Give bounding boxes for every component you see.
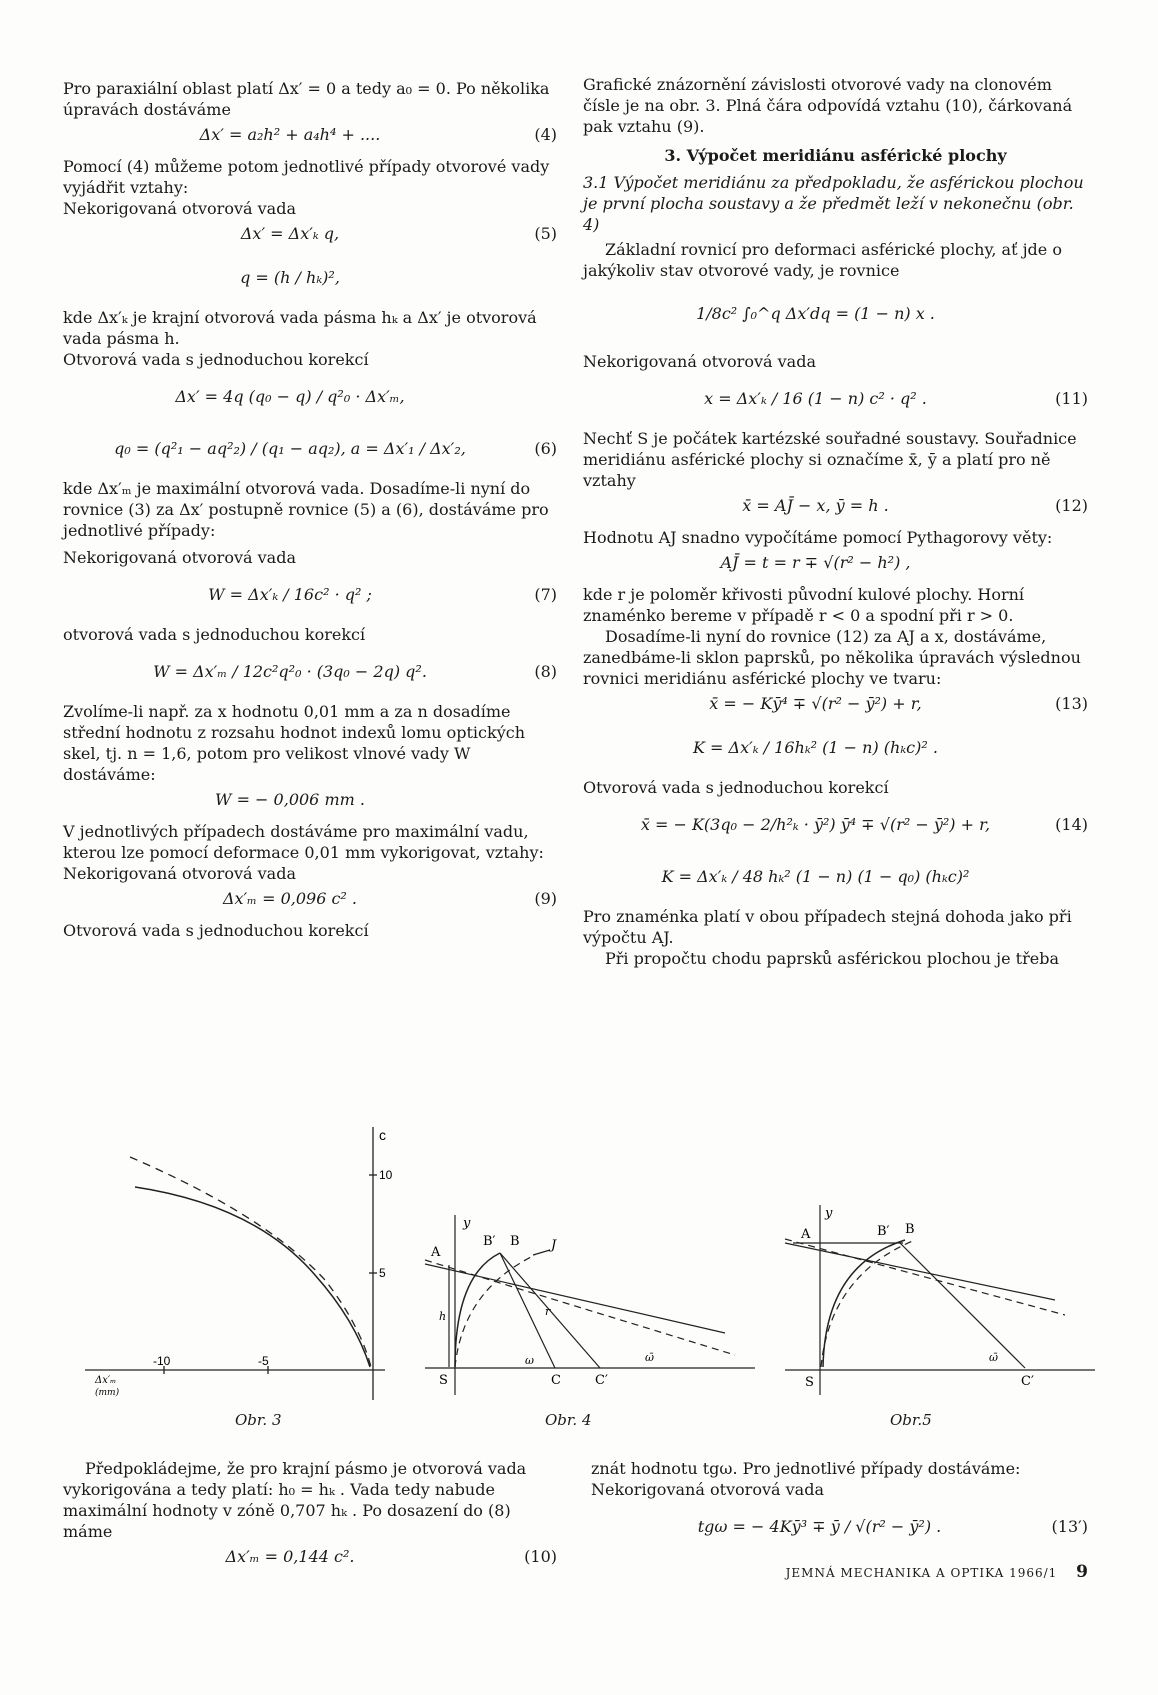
fig4-label-C: C [551, 1373, 561, 1388]
paragraph: znát hodnotu tgω. Pro jednotlivé případy dostáváme: [591, 1459, 1021, 1478]
fig5-label-B-prime: B′ [877, 1224, 890, 1239]
figure-3-caption: Obr. 3 [235, 1411, 282, 1429]
paragraph: Pro znaménka platí v obou případech stejná dohoda jako při výpočtu AJ. [583, 907, 1072, 947]
paragraph: Základní rovnicí pro deformaci asférické plochy, ať jde o jakýkoliv stav otvorové vady, je rovnice [583, 240, 1062, 280]
equation-5: Δx′ = Δx′ₖ q, (5) [240, 224, 557, 243]
paragraph: Zvolíme-li např. za x hodnotu 0,01 mm a za n dosadíme střední hodnotu z rozsahu hodnot indexů lomu optických skel, tj. n = 1,6, potom pro velikost vlnové vady W dostáváme: [63, 702, 525, 784]
page-footer [786, 1562, 1088, 1582]
equation-7: W = Δx′ₖ / 16c² · q² ; (7) [208, 585, 557, 604]
page-number: 9 [1076, 1562, 1088, 1582]
fig5-label-y: y [825, 1206, 833, 1221]
equation-13-prime: tgω = − 4Kȳ³ ∓ ȳ / √(r² − ȳ²) . (13′) [697, 1517, 1088, 1536]
paragraph: Nechť S je počátek kartézské souřadné soustavy. Souřadnice meridiánu asférické plochy si označíme x̄, ȳ a platí pro ně vztahy [583, 429, 1077, 490]
fig5-label-omega-bar: ω̄ [989, 1351, 998, 1364]
equation-W: W = − 0,006 mm . [215, 790, 365, 809]
fig4-label-r: r [545, 1305, 551, 1318]
subheading: Nekorigovaná otvorová vada [63, 548, 296, 567]
fig3-tick-minus-5: -5 [258, 1354, 269, 1368]
subheading: Nekorigovaná otvorová vada [591, 1480, 824, 1499]
paragraph: kde Δx′ₘ je maximální otvorová vada. Dosadíme-li nyní do rovnice (3) za Δx′ postupně rovnice (5) a (6), dostáváme pro jednotlivé případy: [63, 479, 549, 540]
subheading: Nekorigovaná otvorová vada [583, 352, 816, 371]
figure-3 [55, 1105, 393, 1405]
paragraph: Při propočtu chodu paprsků asférickou plochou je třeba [605, 949, 1060, 968]
equation-8: W = Δx′ₘ / 12c²q²₀ · (3q₀ − 2q) q². (8) [153, 662, 557, 681]
fig4-label-B-prime: B′ [483, 1234, 496, 1249]
figures-row [55, 1105, 1095, 1445]
equation-6b: q₀ = (q²₁ − aq²₂) / (q₁ − aq₂), a = Δx′₁ / Δx′₂, (6) [114, 439, 557, 458]
equation-14: x̄ = − K(3q₀ − 2/h²ₖ · ȳ²) ȳ⁴ ∓ √(r² − ȳ²) + r, (14) [640, 815, 1088, 834]
fig3-x-label: Δx′ₘ [95, 1375, 117, 1386]
bottom-left-text [63, 1458, 557, 1578]
fig4-label-h: h [439, 1310, 447, 1323]
fig4-label-omega: ω [525, 1354, 534, 1367]
subheading: otvorová vada s jednoduchou korekcí [63, 625, 366, 644]
paragraph: Pro paraxiální oblast platí Δx′ = 0 a tedy a₀ = 0. Po několika úpravách dostáváme [63, 79, 550, 119]
fig5-label-B: B [905, 1222, 915, 1237]
subheading: Otvorová vada s jednoduchou korekcí [63, 921, 369, 940]
equation-9: Δx′ₘ = 0,096 c² . (9) [222, 889, 557, 908]
equation-5b: q = (h / hₖ)², [240, 268, 340, 287]
paragraph: kde Δx′ₖ je krajní otvorová vada pásma hₖ a Δx′ je otvorová vada pásma h. [63, 308, 537, 348]
fig4-label-y: y [463, 1216, 471, 1231]
figure-4 [425, 1105, 755, 1405]
subsection-heading: 3.1 Výpočet meridiánu za předpokladu, že asférickou plochou je první plocha soustavy a že předmět leží v nekonečnu (obr. 4) [583, 173, 1084, 234]
fig3-tick-minus-10: -10 [153, 1354, 171, 1368]
fig4-label-S: S [439, 1373, 448, 1388]
bottom-right-text [591, 1458, 1088, 1556]
fig5-label-S: S [805, 1375, 814, 1390]
equation-14-K: K = Δx′ₖ / 48 hₖ² (1 − n) (1 − q₀) (hₖc)² [661, 867, 970, 886]
equation-12: x̄ = AJ̄ − x, ȳ = h . (12) [742, 496, 1088, 515]
paragraph: Pomocí (4) můžeme potom jednotlivé případy otvorové vady vyjádřit vztahy: [63, 157, 550, 197]
fig5-label-C-prime: C′ [1021, 1374, 1034, 1389]
section-heading: 3. Výpočet meridiánu asférické plochy [664, 146, 1007, 165]
fig4-label-A: A [431, 1245, 441, 1260]
fig4-label-C-prime: C′ [595, 1373, 608, 1388]
figure-5 [785, 1105, 1105, 1405]
paragraph: Dosadíme-li nyní do rovnice (12) za AJ a x, dostáváme, zanedbáme-li sklon paprsků, po několika úpravách výslednou rovnici meridiánu asférické plochy ve tvaru: [583, 627, 1081, 688]
paragraph: Grafické znázornění závislosti otvorové vady na clonovém čísle je na obr. 3. Plná čára odpovídá vztahu (10), čárkovaná pak vztahu (9). [583, 75, 1073, 136]
left-column [63, 78, 557, 941]
fig3-tick-5: 5 [379, 1266, 386, 1280]
fig3-axis-label-c: c [379, 1127, 386, 1143]
subheading: Nekorigovaná otvorová vada [63, 199, 296, 218]
journal-name: JEMNÁ MECHANIKA A OPTIKA 1966/1 [785, 1566, 1058, 1580]
fig4-label-omega-bar: ω̄ [645, 1351, 654, 1364]
right-column [583, 74, 1088, 969]
equation-11: x = Δx′ₖ / 16 (1 − n) c² · q² . (11) [704, 389, 1088, 408]
subheading: Otvorová vada s jednoduchou korekcí [583, 778, 889, 797]
fig3-x-unit: (mm) [95, 1388, 120, 1398]
figure-5-caption: Obr.5 [890, 1411, 932, 1429]
equation-AJ: AJ̄ = t = r ∓ √(r² − h²) , [720, 553, 911, 572]
equation-13: x̄ = − Kȳ⁴ ∓ √(r² − ȳ²) + r, (13) [709, 694, 1088, 713]
paragraph: Předpokládejme, že pro krajní pásmo je otvorová vada vykorigována a tedy platí: h₀ = hₖ . Vada tedy nabude maximální hodnoty v zóně 0,707 hₖ . Po dosazení do (8) máme [63, 1459, 527, 1541]
fig4-label-J: J [551, 1238, 557, 1253]
paragraph: kde r je poloměr křivosti původní kulové plochy. Horní znaménko bereme v případě r < 0 a spodní při r > 0. [583, 585, 1025, 625]
figure-4-caption: Obr. 4 [545, 1411, 592, 1429]
equation-4: Δx′ = a₂h² + a₄h⁴ + .... (4) [199, 125, 557, 144]
equation-integral: 1/8c² ∫₀^q Δx′dq = (1 − n) x . [696, 304, 935, 323]
fig4-label-B: B [510, 1234, 520, 1249]
subheading: Otvorová vada s jednoduchou korekcí [63, 350, 369, 369]
subheading: Nekorigovaná otvorová vada [63, 864, 296, 883]
equation-6a: Δx′ = 4q (q₀ − q) / q²₀ · Δx′ₘ, [175, 387, 405, 406]
paragraph: V jednotlivých případech dostáváme pro maximální vadu, kterou lze pomocí deformace 0,01 mm vykorigovat, vztahy: [63, 822, 544, 862]
fig5-label-A: A [801, 1227, 811, 1242]
fig3-tick-10: 10 [379, 1168, 393, 1182]
paragraph: Hodnotu AJ snadno vypočítáme pomocí Pythagorovy věty: [583, 528, 1053, 547]
equation-13-K: K = Δx′ₖ / 16hₖ² (1 − n) (hₖc)² . [693, 738, 938, 757]
equation-10: Δx′ₘ = 0,144 c². (10) [225, 1547, 557, 1566]
